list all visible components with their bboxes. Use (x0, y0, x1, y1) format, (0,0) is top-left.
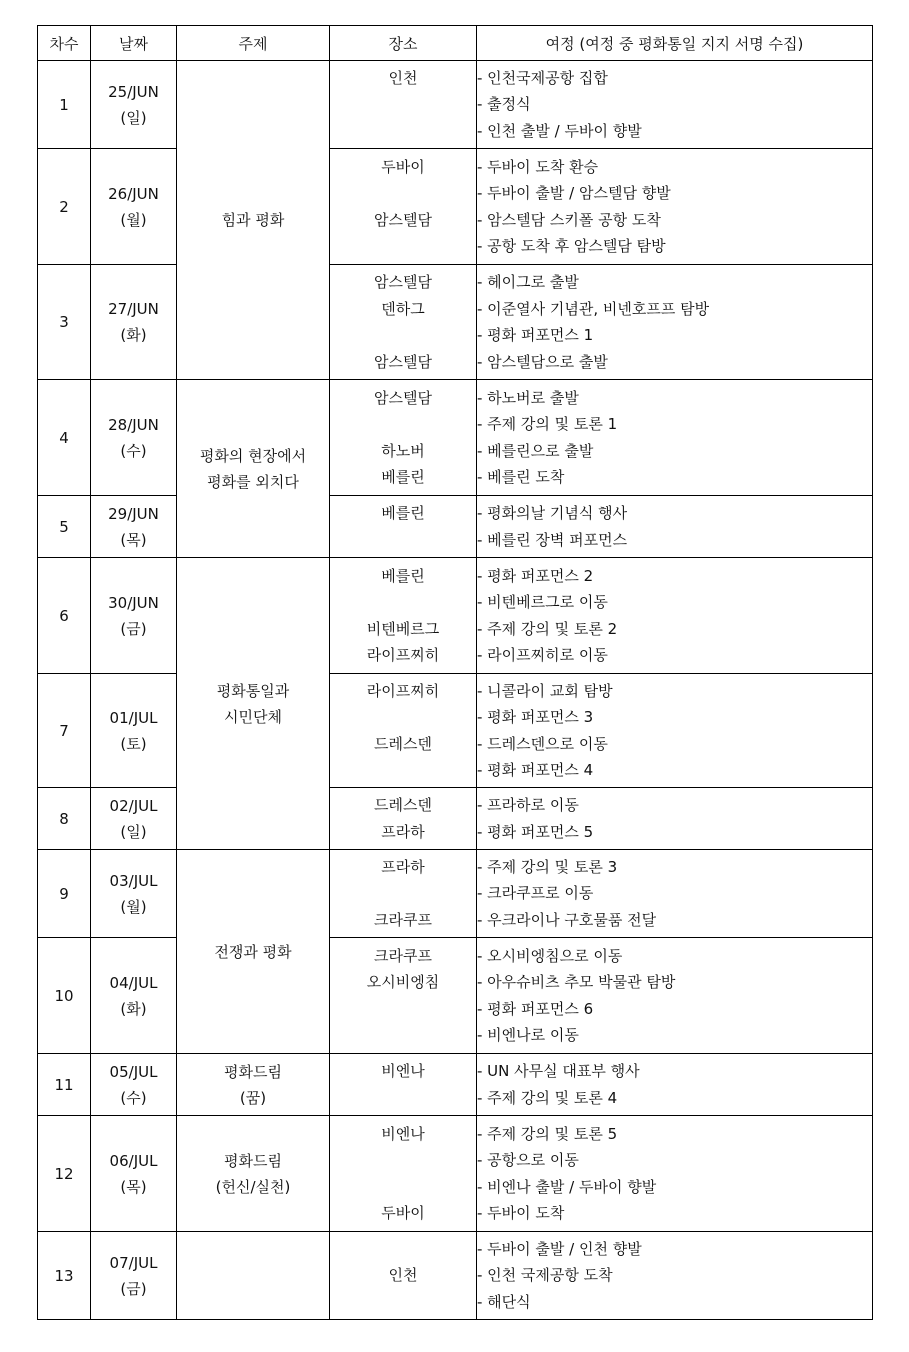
header-topic: 주제 (177, 26, 330, 61)
table-row (38, 850, 873, 938)
row-number: 12 (38, 1116, 91, 1232)
place-cell: 비엔나 (330, 1054, 477, 1116)
topic-cell: 평화통일과 시민단체 (177, 558, 330, 850)
place-cell: 크라쿠프 오시비엥침 (330, 938, 477, 1054)
place-cell: 라이프찌히 드레스덴 (330, 674, 477, 788)
place-cell: 인천 (330, 1232, 477, 1320)
table-row (38, 496, 873, 558)
row-number: 3 (38, 265, 91, 380)
itinerary-cell: - 하노버로 출발 - 주제 강의 및 토론 1 - 베를린으로 출발 - 베를린 도착 (477, 380, 873, 496)
row-number: 7 (38, 674, 91, 788)
row-number: 6 (38, 558, 91, 674)
topic-cell: 평화의 현장에서 평화를 외치다 (177, 380, 330, 558)
row-date: 04/JUL (화) (91, 938, 177, 1054)
table-row (38, 1232, 873, 1320)
table-row (38, 938, 873, 1054)
header-place: 장소 (330, 26, 477, 61)
place-cell: 두바이 암스텔담 (330, 149, 477, 265)
place-cell: 인천 (330, 61, 477, 149)
row-number: 5 (38, 496, 91, 558)
itinerary-cell: - UN 사무실 대표부 행사 - 주제 강의 및 토론 4 (477, 1054, 873, 1116)
itinerary-cell: - 인천국제공항 집합 - 출정식 - 인천 출발 / 두바이 향발 (477, 61, 873, 149)
place-cell: 암스텔담 덴하그 암스텔담 (330, 265, 477, 380)
header-row (38, 26, 873, 61)
row-number: 4 (38, 380, 91, 496)
place-cell: 드레스덴 프라하 (330, 788, 477, 850)
row-number: 11 (38, 1054, 91, 1116)
row-number: 1 (38, 61, 91, 149)
topic-cell: 평화드림 (꿈) (177, 1054, 330, 1116)
row-date: 06/JUL (목) (91, 1116, 177, 1232)
place-cell: 프라하 크라쿠프 (330, 850, 477, 938)
schedule-table (37, 25, 873, 1320)
header-date: 날짜 (91, 26, 177, 61)
itinerary-cell: - 헤이그로 출발 - 이준열사 기념관, 비넨호프프 탐방 - 평화 퍼포먼스 1 - 암스텔담으로 출발 (477, 265, 873, 380)
row-date: 28/JUN (수) (91, 380, 177, 496)
row-date: 30/JUN (금) (91, 558, 177, 674)
row-date: 02/JUL (일) (91, 788, 177, 850)
row-number: 9 (38, 850, 91, 938)
table-row (38, 380, 873, 496)
topic-cell: 전쟁과 평화 (177, 850, 330, 1054)
itinerary-cell: - 두바이 출발 / 인천 향발 - 인천 국제공항 도착 - 해단식 (477, 1232, 873, 1320)
table-row (38, 265, 873, 380)
itinerary-cell: - 평화의날 기념식 행사 - 베를린 장벽 퍼포먼스 (477, 496, 873, 558)
row-number: 13 (38, 1232, 91, 1320)
header-itinerary: 여정 (여정 중 평화통일 지지 서명 수집) (477, 26, 873, 61)
table-row (38, 1116, 873, 1232)
row-number: 2 (38, 149, 91, 265)
row-date: 25/JUN (일) (91, 61, 177, 149)
row-date: 26/JUN (월) (91, 149, 177, 265)
table-row (38, 674, 873, 788)
itinerary-cell: - 니콜라이 교회 탐방 - 평화 퍼포먼스 3 - 드레스덴으로 이동 - 평화 퍼포먼스 4 (477, 674, 873, 788)
row-number: 10 (38, 938, 91, 1054)
topic-cell: 평화드림 (헌신/실천) (177, 1116, 330, 1232)
row-date: 01/JUL (토) (91, 674, 177, 788)
topic-cell (177, 1232, 330, 1320)
topic-cell: 힘과 평화 (177, 61, 330, 380)
row-date: 07/JUL (금) (91, 1232, 177, 1320)
row-date: 05/JUL (수) (91, 1054, 177, 1116)
table-row (38, 1054, 873, 1116)
place-cell: 베를린 비텐베르그 라이프찌히 (330, 558, 477, 674)
table-row (38, 61, 873, 149)
itinerary-cell: - 두바이 도착 환승 - 두바이 출발 / 암스텔담 향발 - 암스텔담 스키폴 공항 도착 - 공항 도착 후 암스텔담 탐방 (477, 149, 873, 265)
row-date: 29/JUN (목) (91, 496, 177, 558)
place-cell: 암스텔담 하노버 베를린 (330, 380, 477, 496)
table-row (38, 558, 873, 674)
table-row (38, 788, 873, 850)
itinerary-cell: - 주제 강의 및 토론 5 - 공항으로 이동 - 비엔나 출발 / 두바이 향발 - 두바이 도착 (477, 1116, 873, 1232)
row-date: 03/JUL (월) (91, 850, 177, 938)
row-number: 8 (38, 788, 91, 850)
place-cell: 베를린 (330, 496, 477, 558)
row-date: 27/JUN (화) (91, 265, 177, 380)
itinerary-cell: - 프라하로 이동 - 평화 퍼포먼스 5 (477, 788, 873, 850)
itinerary-cell: - 오시비엥침으로 이동 - 아우슈비츠 추모 박물관 탐방 - 평화 퍼포먼스 6 - 비엔나로 이동 (477, 938, 873, 1054)
table-row (38, 149, 873, 265)
itinerary-cell: - 주제 강의 및 토론 3 - 크라쿠프로 이동 - 우크라이나 구호물품 전달 (477, 850, 873, 938)
header-num: 차수 (38, 26, 91, 61)
itinerary-cell: - 평화 퍼포먼스 2 - 비텐베르그로 이동 - 주제 강의 및 토론 2 - 라이프찌히로 이동 (477, 558, 873, 674)
place-cell: 비엔나 두바이 (330, 1116, 477, 1232)
